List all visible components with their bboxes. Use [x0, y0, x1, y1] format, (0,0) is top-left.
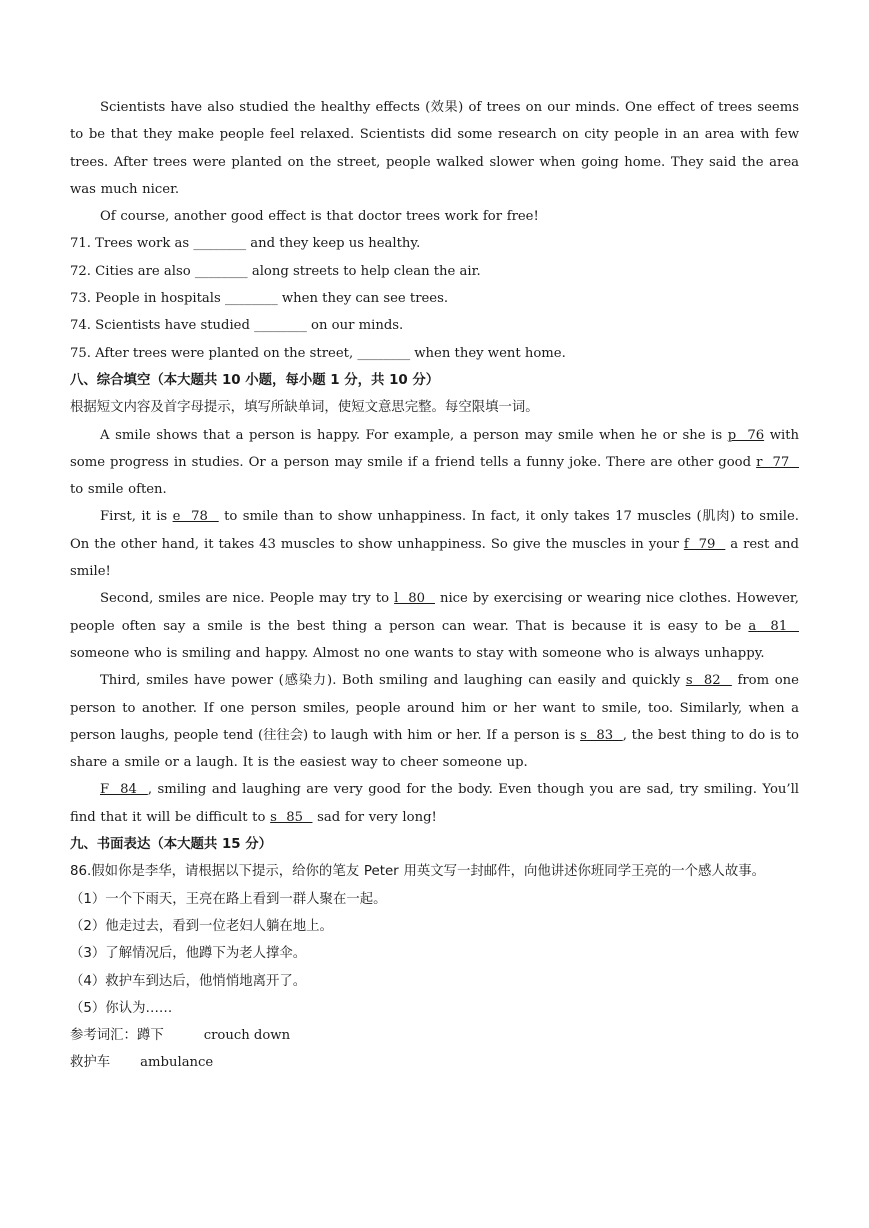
blank-76: p 76 [727, 427, 765, 443]
cloze-text: A smile shows that a person is happy. For example, a person may smile when he or she is [100, 427, 728, 443]
cloze-text: First, it is [100, 509, 173, 525]
cloze-paragraph-2 [70, 503, 799, 585]
hint-1: （1）一个下雨天，王亮在路上看到一群人聚在一起。 [70, 891, 387, 907]
cloze-text: to smile than to show unhappiness. In fact, it only takes 17 muscles (肌肉) to smile. On the other hand, it takes 43 muscles to show unhappiness. So give the muscles in your [70, 509, 799, 552]
blank-81: a 81 [748, 618, 799, 634]
cloze-text: sad for very long! [312, 809, 437, 825]
question-list [70, 230, 799, 366]
blank-80: l 80 [394, 591, 435, 607]
question-74: 74. Scientists have studied ________ on our minds. [70, 318, 404, 334]
hint-list [70, 886, 799, 1022]
exam-page [70, 94, 799, 1077]
cloze-text: with some progress in studies. Or a person may smile if a friend tells a funny joke. There are other good [70, 427, 799, 470]
question-75: 75. After trees were planted on the street, ________ when they went home. [70, 345, 566, 361]
vocab-line-1 [70, 1022, 799, 1049]
blank-85: s 85 [270, 809, 313, 825]
question-72: 72. Cities are also ________ along streets to help clean the air. [70, 263, 481, 279]
section-9-heading: 九、书面表达（本大题共 15 分） [70, 837, 273, 853]
blank-77: r 77 [756, 454, 799, 470]
cloze-text: Second, smiles are nice. People may try to [100, 591, 395, 607]
cloze-paragraph-5 [70, 776, 799, 831]
hint-2: （2）他走过去，看到一位老妇人躺在地上。 [70, 918, 333, 934]
cloze-paragraph-4 [70, 667, 799, 776]
reading-paragraph-2: Of course, another good effect is that doctor trees work for free! [100, 209, 539, 225]
blank-82: s 82 [685, 673, 732, 689]
hint-3: （3）了解情况后，他蹲下为老人撑伞。 [70, 946, 307, 962]
blank-83: s 83 [580, 727, 623, 743]
vocab-word: ambulance [140, 1055, 214, 1071]
cloze-text: to smile often. [70, 482, 167, 498]
question-73: 73. People in hospitals ________ when they can see trees. [70, 291, 449, 307]
cloze-text: , the best thing to do is to share a smile or a laugh. It is the easiest way to cheer someone up. [70, 727, 799, 771]
vocab-label: 参考词汇：蹲下 [70, 1028, 164, 1044]
vocab-label: 救护车 [70, 1055, 111, 1071]
cloze-text: a rest and smile! [70, 536, 799, 580]
vocab-word: crouch down [203, 1028, 291, 1044]
cloze-text: , smiling and laughing are very good for the body. Even though you are sad, try smiling. You’ll find that it will be difficult to [70, 782, 800, 825]
section-8-heading: 八、综合填空（本大题共 10 小题，每小题 1 分，共 10 分） [70, 372, 440, 388]
question-71: 71. Trees work as ________ and they keep us healthy. [70, 236, 421, 252]
vocab-line-2 [70, 1049, 799, 1076]
cloze-paragraph-1 [70, 422, 799, 504]
blank-78: e 78 [172, 509, 219, 525]
blank-84: F 84 [100, 782, 148, 798]
writing-task: 86.假如你是李华，请根据以下提示，给你的笔友 Peter 用英文写一封邮件，向他讲述你班同学王亮的一个感人故事。 [70, 864, 765, 880]
cloze-text: someone who is smiling and happy. Almost no one wants to stay with someone who is always unhappy. [70, 645, 765, 661]
cloze-text: nice by exercising or wearing nice clothes. However, people often say a smile is the best thing a person can wear. That is because it is easy to be [70, 591, 799, 634]
section-8-instruction: 根据短文内容及首字母提示，填写所缺单词，使短文意思完整。每空限填一词。 [70, 400, 539, 416]
cloze-paragraph-3 [70, 585, 799, 667]
cloze-text: Third, smiles have power (感染力). Both smiling and laughing can easily and quickly [100, 673, 686, 689]
blank-79: f 79 [683, 536, 726, 552]
hint-5: （5）你认为…… [70, 1000, 173, 1016]
hint-4: （4）救护车到达后，他悄悄地离开了。 [70, 973, 307, 989]
cloze-text: from one person to another. If one person smiles, people around him or her want to smile, too. Similarly, when a person laughs, people tend (往往会) to laugh with him or her. If a person is [70, 673, 799, 743]
reading-paragraph-1: Scientists have also studied the healthy effects (效果) of trees on our minds. One effect of trees seems to be that they make people feel relaxed. Scientists did some research on city people in an area with few trees. After trees were planted on the street, people walked slower when going home. They said the area was much nicer. [70, 100, 799, 197]
